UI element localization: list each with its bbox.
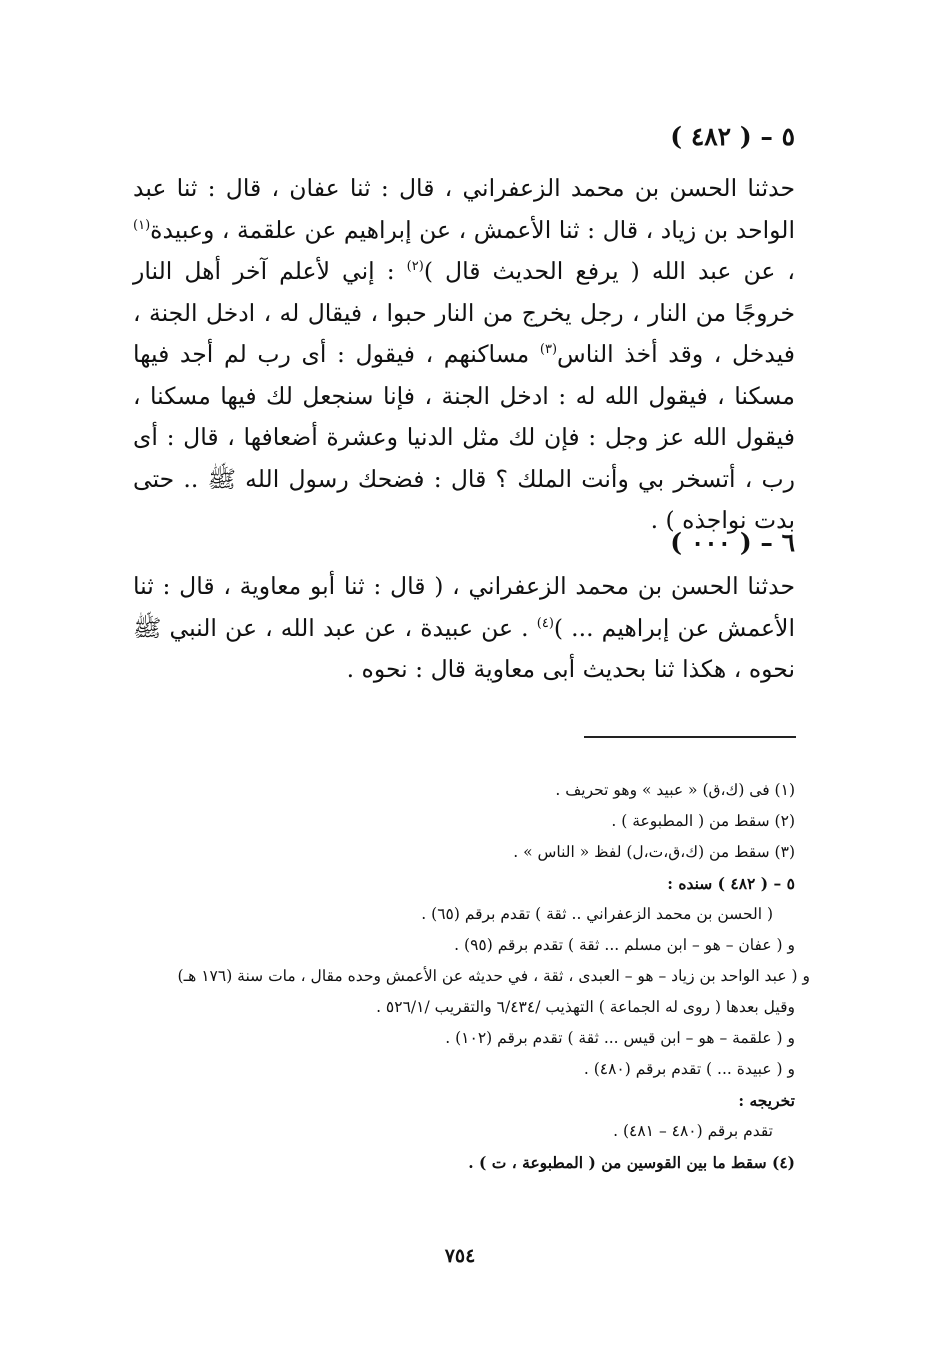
hadith-482-text-part4: مساكنهم ، فيقول : أى رب لم أجد فيها مسكنا ، فيقول الله له : ادخل الجنة ، فإنا سنجعل لك فيها مسكنا ، فيقول الله عز وجل : فإن لك مثل الدنيا وعشرة أضعافها ، قال : أى رب ، أتسخر بي وأنت الملك ؟ قال : فضحك رسول الله ﷺ .. حتى بدت نواجذه ) . bbox=[133, 340, 795, 534]
hadith-000-text bbox=[133, 566, 795, 691]
sanad-line-5: و ( عبيدة ... ) تقدم برقم (٤٨٠) . bbox=[583, 1060, 795, 1078]
footnote-ref-4: (٤) bbox=[536, 615, 554, 631]
footnote-1: (١) فى (ك،ق) « عبيد » وهو تحريف . bbox=[555, 781, 795, 799]
hadith-482-text-part3: : إني لأعلم آخر أهل النار خروجًا من النار ، رجل يخرج من النار حبوا ، فيقال له ، ادخل الجنة ، فيدخل ، وقد أخذ الناس bbox=[133, 257, 795, 368]
hadith-000-text-part2: . عن عبيدة ، عن عبد الله ، عن النبي ﷺ نحوه ، هكذا ثنا بحديث أبى معاوية قال : نحوه . bbox=[133, 613, 795, 683]
sanad-line-3-cont: وقيل بعدها ( روى له الجماعة ) التهذيب /٦/٤٣٤ والتقريب /٥٢٦/١ . bbox=[376, 998, 795, 1016]
hadith-000-text-part1: حدثنا الحسن بن محمد الزعفراني ، ( قال : ثنا أبو معاوية ، قال : ثنا الأعمش عن إبراهيم ... ) bbox=[133, 572, 795, 642]
hadith-482-text bbox=[133, 168, 795, 542]
hadith-482-number: ٥ – ( ٤٨٢ ) bbox=[670, 122, 795, 151]
takhrij-heading: تخريجه : bbox=[738, 1091, 795, 1110]
sanad-heading: ٥ – ( ٤٨٢ ) سنده : bbox=[667, 874, 795, 893]
sanad-line-2: و ( عفان – هو – ابن مسلم ... ثقة ) تقدم برقم (٩٥) . bbox=[454, 936, 795, 954]
footnote-3: (٣) سقط من (ك،ق،ت،ل) لفظ « الناس » . bbox=[513, 843, 795, 861]
footnote-ref-1: (١) bbox=[133, 217, 151, 233]
footnote-separator bbox=[584, 736, 796, 738]
footnote-ref-2: (٢) bbox=[406, 259, 424, 275]
sanad-line-4: و ( علقمة – هو – ابن قيس ... ثقة ) تقدم برقم (١٠٢) . bbox=[445, 1029, 795, 1047]
footnotes bbox=[133, 775, 810, 1178]
footnote-ref-3: (٣) bbox=[539, 342, 558, 358]
sanad-line-3: و ( عبد الواحد بن زياد – هو – العبدى ، ثقة ، في حديثه عن الأعمش وحده مقال ، مات سنة (١٧٦ هـ) bbox=[177, 967, 810, 985]
footnote-4: (٤) سقط ما بين القوسين من ( المطبوعة ، ت ) . bbox=[468, 1153, 795, 1172]
takhrij-line-1: تقدم برقم (٤٨٠ – ٤٨١) . bbox=[613, 1122, 773, 1140]
footnote-2: (٢) سقط من ( المطبوعة ) . bbox=[611, 812, 795, 830]
sanad-line-1: ( الحسن بن محمد الزعفراني .. ثقة ) تقدم برقم (٦٥) . bbox=[421, 905, 773, 923]
hadith-482-text-part1: حدثنا الحسن بن محمد الزعفراني ، قال : ثنا عفان ، قال : ثنا عبد الواحد بن زياد ، قال : ثنا الأعمش ، عن إبراهيم عن علقمة ، وعبيدة bbox=[133, 174, 795, 244]
hadith-000-number: ٦ – ( ٠٠٠ ) bbox=[670, 528, 795, 557]
hadith-482-text-part2: ، عن عبد الله ( يرفع الحديث قال ) bbox=[423, 257, 795, 285]
page-number: ٧٥٤ bbox=[444, 1245, 476, 1267]
